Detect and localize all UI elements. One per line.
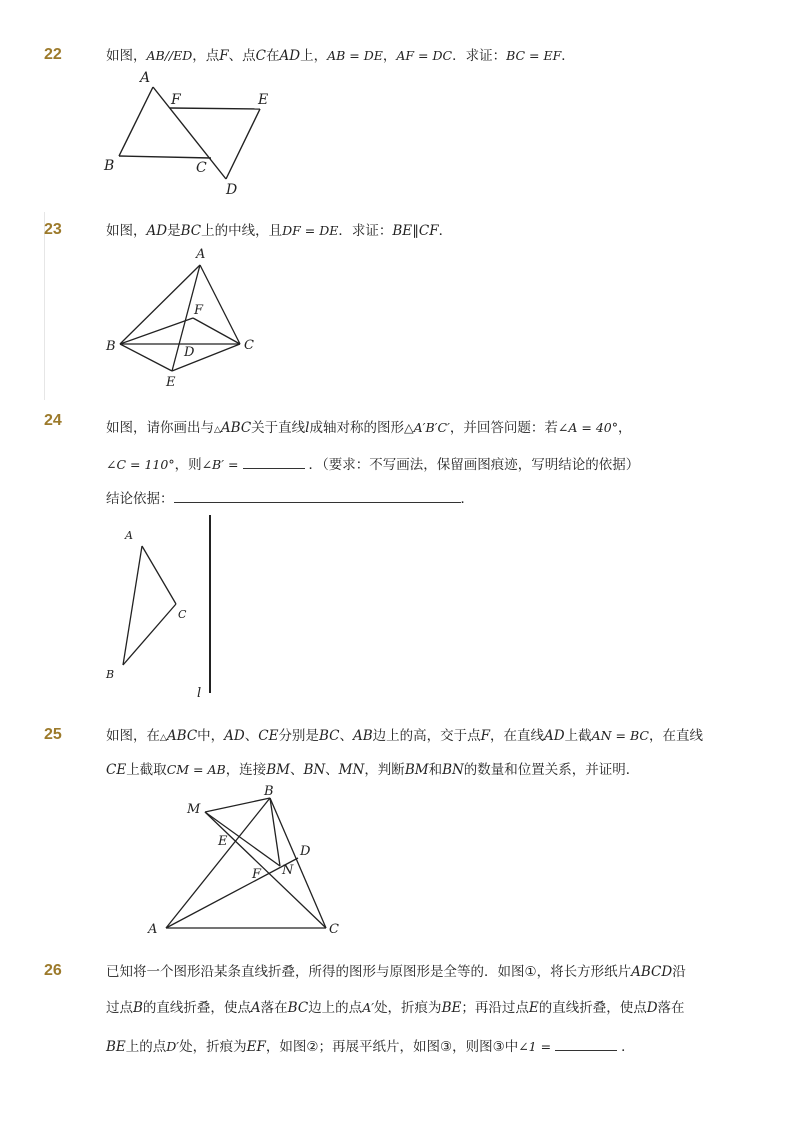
label-f: F [171, 92, 181, 108]
segment-mc [205, 812, 326, 928]
label-c: C [178, 608, 187, 621]
label-b: B [106, 668, 115, 681]
question-number: 23 [44, 221, 62, 238]
label-b: B [106, 339, 116, 354]
segment-bc [270, 798, 326, 928]
question-text-line-2: CE上截取CM = AB，连接BM、BN、MN，判断BM和BN的数量和位置关系，并证明． [106, 762, 640, 778]
question-text-line-1: 已知将一个图形沿某条直线折叠，所得的图形与原图形是全等的．如图①，将长方形纸片ABCD沿 [106, 964, 686, 980]
label-e: E [218, 834, 228, 849]
label-e: E [166, 375, 176, 390]
label-b: B [264, 784, 274, 799]
label-c: C [329, 922, 339, 937]
label-d: D [184, 345, 195, 360]
question-text-line-2: ∠C = 110°，则∠B′ = ．（要求：不写画法，保留画图痕迹，写明结论的依据） [106, 454, 639, 475]
label-f: F [252, 867, 262, 882]
label-m: M [187, 802, 201, 817]
label-a: A [148, 922, 158, 937]
question-text-line-2: 过点B的直线折叠，使点A落在BC边上的点A′处，折痕为BE；再沿过点E的直线折叠，使点D落在 [106, 1000, 685, 1016]
question-number: 26 [44, 962, 62, 979]
label-e: E [258, 92, 269, 108]
question-text: 如图，AB//ED，点F、点C在AD上，AB = DE，AF = DC．求证：BC = EF． [106, 48, 575, 64]
label-l: l [197, 686, 202, 701]
question-text: 如图，AD是BC上的中线，且DF = DE．求证：BE∥CF． [106, 223, 453, 239]
question-text-line-3: BE上的点D′处，折痕为EF，如图②；再展平纸片，如图③，则图③中∠1 = ． [106, 1036, 635, 1057]
label-a: A [196, 247, 206, 262]
question-text-line-1: 如图，在△ABC中，AD、CE分别是BC、AB边上的高，交于点F，在直线AD上截AN = BC，在直线 [106, 728, 703, 744]
question-number: 25 [44, 726, 62, 743]
label-f: F [194, 303, 204, 318]
question-text-line-1: 如图，请你画出与△ABC关于直线l成轴对称的图形△A′B′C′，并回答问题：若∠A = 40°， [106, 420, 632, 436]
label-a: A [125, 529, 133, 542]
label-n: N [282, 863, 294, 878]
label-c: C [244, 338, 254, 353]
question-number: 22 [44, 46, 62, 63]
label-d: D [300, 844, 311, 859]
label-c: C [196, 160, 207, 176]
question-number: 24 [44, 412, 62, 429]
segment-ab [166, 798, 270, 928]
label-a: A [140, 70, 151, 86]
segment-mn [205, 812, 280, 866]
answer-blank[interactable] [555, 1036, 617, 1051]
segment-ad [166, 858, 298, 928]
question-text-line-3: 结论依据： ． [106, 488, 474, 509]
label-b: B [104, 158, 115, 174]
label-d: D [226, 182, 238, 198]
